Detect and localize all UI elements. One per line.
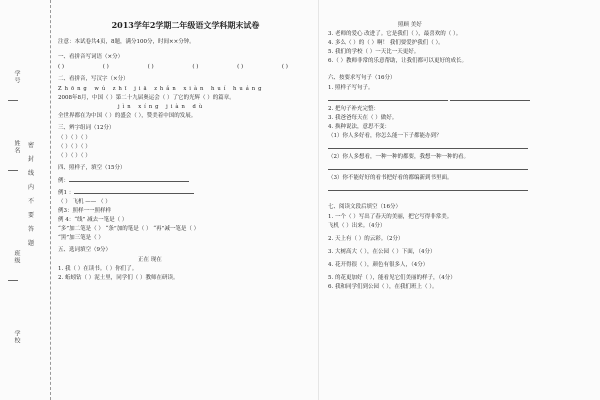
left-column: [58, 0, 313, 400]
answer-slot[interactable]: ( ): [237, 64, 244, 70]
seal-char: 要: [28, 212, 35, 219]
column-divider: [318, 0, 319, 400]
answer-blank[interactable]: [74, 187, 194, 194]
answer-blank[interactable]: [328, 142, 528, 149]
seal-char: 答: [28, 226, 35, 233]
seal-char: 线: [28, 170, 35, 177]
sentence-line: 2008年8月，中国（ ）第二十九届奥运会（ ）了它的光辉（ ）的篇章。: [58, 95, 235, 101]
answer-blank[interactable]: [328, 163, 528, 170]
answer-slot[interactable]: ( ): [281, 64, 288, 70]
question-line: 2. 把句子补充完整：: [328, 106, 379, 112]
question-line: 5. 的花更加好（ ），能看见它们美丽的样子，（4分）: [328, 275, 456, 281]
section-1-heading: 一、看拼音写词语（×分）: [58, 54, 124, 60]
example-line: （ ） 飞机 —— （ ）: [58, 199, 111, 205]
pinyin-line: Zhōng wú zhī jiā zhǎn xiàn huí huáng: [58, 86, 265, 92]
binding-fill-line: [8, 280, 18, 281]
question-line: （2）你人多想看，一种一种的都要，我想一种一种的看。: [328, 154, 470, 160]
question-line: （3）你不能好好的看书把好看的都编新到书里面。: [328, 175, 453, 181]
question-line: 2. 天上有（ ）的云彩。（2分）: [328, 236, 404, 242]
word-row: （ ）（ ）（ ）: [58, 135, 91, 141]
answer-slot[interactable]: ( ): [58, 64, 65, 70]
binding-fill-line: [8, 170, 18, 171]
example-line: “黑”加三笔是（ ）: [58, 235, 104, 241]
question-line: 3. 老师的爱心 改进了。它是我们（ ），最喜欢的（ ）。: [328, 31, 462, 37]
seal-char: 不: [28, 198, 35, 205]
example-line: [58, 187, 313, 197]
sentence-line: 全世界都在为中国（ ）的盛会（ ），赞美着中国的发展。: [58, 113, 197, 119]
word-choices: 正在 现在: [138, 257, 162, 263]
section-6-heading: 六、按要求写句子（16分）: [328, 75, 396, 81]
example-label: 例1 ：: [58, 190, 75, 196]
question-line: 4. 换种说法，意思不变：: [328, 124, 390, 130]
section-3-heading: 三、辨字组词（12分）: [58, 125, 115, 131]
answer-blank[interactable]: [69, 175, 189, 182]
binding-margin: [0, 0, 51, 400]
seal-char: 封: [28, 156, 35, 163]
question-line: 1. 一个（ ）写出了春天的美丽，把它写得非常美。: [328, 214, 453, 220]
question-line: 4. 花开得很（ ），颜色有很多人，（4分）: [328, 262, 429, 268]
answer-line: [328, 94, 590, 104]
binding-label-id: 学号: [13, 70, 20, 84]
word-row: （ ）（ ）（ ）: [58, 144, 91, 150]
word-choices: 照顾 美好: [398, 22, 422, 28]
answer-line: [328, 163, 590, 173]
binding-label-school: 学校: [13, 330, 20, 344]
question-line: 3. 大树高大（ ），在公园（ ）下面，（4分）: [328, 249, 436, 255]
answer-blank[interactable]: [328, 184, 528, 191]
example-line: “多”加二笔是（ ） “条”加的笔是（ ） “再”减一笔是（ ）: [58, 226, 200, 232]
question-line: 6.（ ）教师非常的乐意帮助，让我们都可以更好的成长。: [328, 58, 467, 64]
answer-line: [328, 184, 590, 194]
section-5-heading: 五、选词填空（9分）: [58, 247, 111, 253]
answer-blank[interactable]: [450, 94, 530, 101]
exam-title: 2013学年2学期二年级语文学科期末试卷: [111, 20, 260, 30]
question-line: 2. 蚯蚓钻（ ）泥土里，同学们（ ）教师在研读。: [58, 275, 179, 281]
answer-blank[interactable]: [328, 94, 448, 101]
binding-label-class: 班级: [13, 250, 20, 264]
question-line: 5. 我们的学校（ ）一天比一天更好。: [328, 49, 420, 55]
example-line: 例 4：“线” 减去一笔是（ ）: [58, 217, 128, 223]
pinyin-line: jìn xíng jiàn dù: [118, 104, 206, 110]
right-column: [328, 0, 590, 400]
example-line: 例3：照样一一照样样: [58, 208, 111, 214]
answer-line: [328, 142, 590, 152]
binding-label-name: 姓名: [13, 140, 20, 154]
binding-fill-line: [8, 100, 18, 101]
section-2-heading: 二、看拼音，写汉字（×分）: [58, 76, 129, 82]
question-line: （1）你人多好看，你怎么能一下子都能办到？: [328, 133, 442, 139]
section-7-heading: 七、阅读文段后填空（16分）: [328, 204, 401, 210]
answer-slot[interactable]: ( ): [147, 64, 154, 70]
answer-slot[interactable]: ( ): [102, 64, 109, 70]
example-label: 例：: [58, 178, 70, 184]
question-line: 飞机（ ）出来。（4分）: [328, 223, 386, 229]
question-line: 1. 我（ ）在读书。（ ）你们了。: [58, 266, 138, 272]
seal-char: 内: [28, 184, 35, 191]
question-line: 4. 多么（ ）的（ ）啊！ 我们要爱护我们（ ）。: [328, 40, 444, 46]
seal-char: 题: [28, 240, 35, 247]
example-line: [58, 175, 313, 185]
answer-slot[interactable]: ( ): [192, 64, 199, 70]
exam-note: 注意：本试卷共4页，8题，满分100分，时间××分钟。: [58, 39, 195, 45]
question-line: 6. 我和同学们到公园（ ），在我们班上（ ）。: [328, 284, 438, 290]
question-line: 3. 我爸爸每天在（ ）做好。: [328, 115, 398, 121]
question-line: 1. 照样子写句子。: [328, 85, 374, 91]
section-4-heading: 四、照样子，填空（15分）: [58, 165, 126, 171]
seal-char: 密: [28, 142, 35, 149]
section-1-answer-row: [58, 64, 288, 71]
word-row: （ ）（ ）（ ）: [58, 153, 91, 159]
